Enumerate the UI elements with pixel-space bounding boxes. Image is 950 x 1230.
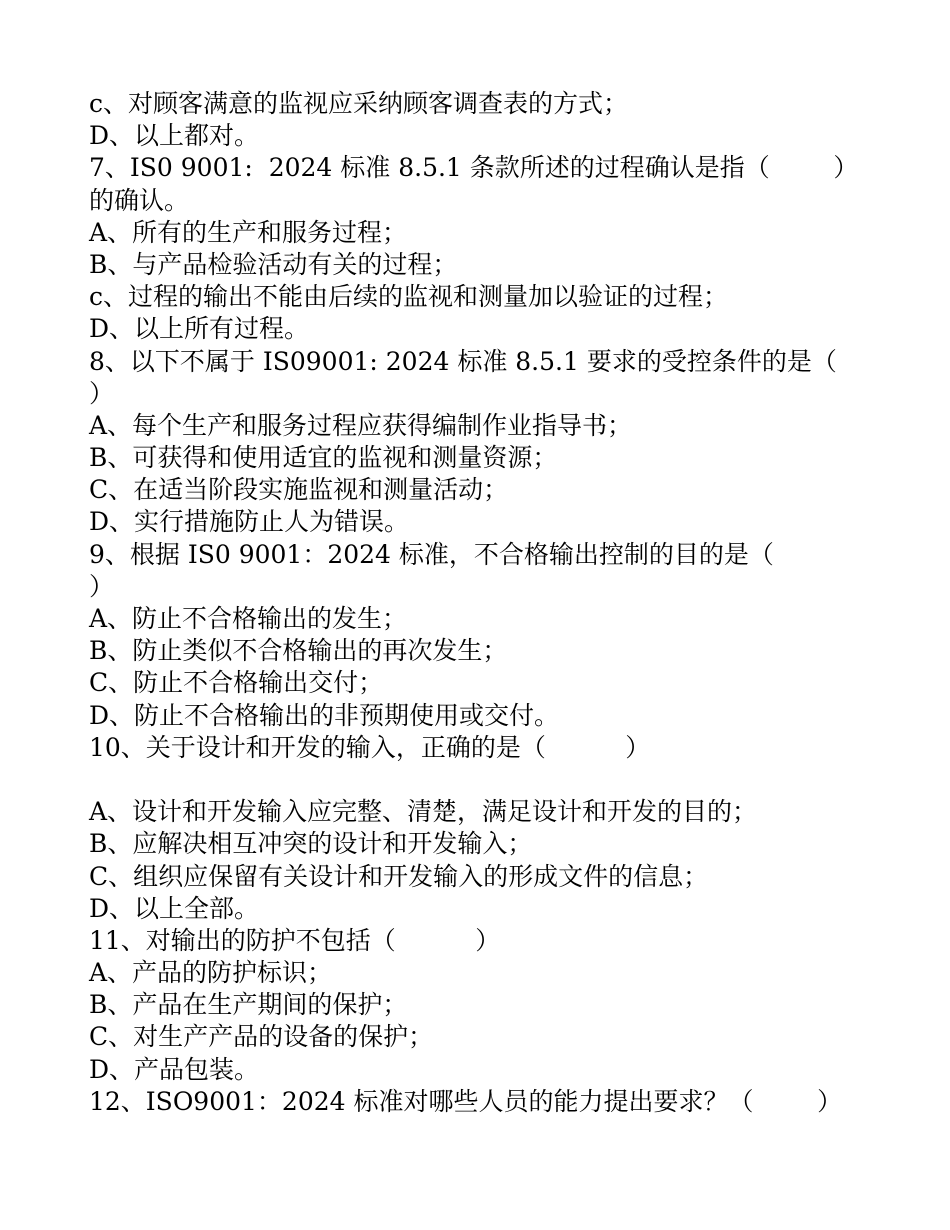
text-line: 的确认。	[89, 185, 190, 215]
option-c: C、对生产产品的设备的保护；	[89, 1022, 434, 1052]
option-b: B、可获得和使用适宜的监视和测量资源；	[89, 443, 558, 473]
option-a: A、防止不合格输出的发生；	[89, 604, 408, 633]
option-d: D、产品包装。	[89, 1054, 260, 1084]
text-line: ）	[89, 378, 115, 408]
question-10-stem: 10、关于设计和开发的输入，正确的是（ ）	[89, 732, 651, 762]
option-c: c、过程的输出不能由后续的监视和测量加以验证的过程；	[89, 282, 729, 312]
question-12-stem: 12、ISO9001：2024 标准对哪些人员的能力提出要求？（ ）	[89, 1086, 843, 1116]
option-d: D、以上所有过程。	[89, 314, 310, 344]
text-line: ）	[89, 571, 115, 601]
question-11-stem: 11、对输出的防护不包括（ ）	[89, 925, 501, 955]
option-b: B、与产品检验活动有关的过程；	[89, 249, 458, 279]
blank-line	[89, 764, 861, 796]
option-d: D、实行措施防止人为错误。	[89, 507, 410, 537]
option-d: D、以上全部。	[89, 893, 260, 923]
option-a: A、每个生产和服务过程应获得编制作业指导书；	[89, 410, 633, 440]
option-a: A、产品的防护标识；	[89, 958, 333, 988]
question-9-stem: 9、根据 IS0 9001：2024 标准，不合格输出控制的目的是（	[89, 539, 774, 569]
option-c: C、防止不合格输出交付；	[89, 668, 384, 698]
option-b: B、产品在生产期间的保护；	[89, 990, 408, 1020]
text-line: c、对顾客满意的监视应采纳顾客调查表的方式；	[89, 89, 629, 118]
document-page	[89, 88, 861, 1118]
option-d: D、防止不合格输出的非预期使用或交付。	[89, 700, 560, 730]
option-b: B、应解决相互冲突的设计和开发输入；	[89, 829, 533, 859]
option-b: B、防止类似不合格输出的再次发生；	[89, 636, 508, 666]
text-line: D、以上都对。	[89, 121, 260, 151]
option-c: C、组织应保留有关设计和开发输入的形成文件的信息；	[89, 861, 709, 891]
option-a: A、所有的生产和服务过程；	[89, 217, 408, 247]
option-c: C、在适当阶段实施监视和测量活动；	[89, 475, 509, 505]
option-a: A、设计和开发输入应完整、清楚，满足设计和开发的目的；	[89, 797, 758, 827]
question-8-stem: 8、以下不属于 IS09001: 2024 标准 8.5.1 要求的受控条件的是（	[89, 346, 837, 376]
question-7-stem: 7、IS0 9001: 2024 标准 8.5.1 条款所述的过程确认是指（ ）	[89, 153, 859, 183]
